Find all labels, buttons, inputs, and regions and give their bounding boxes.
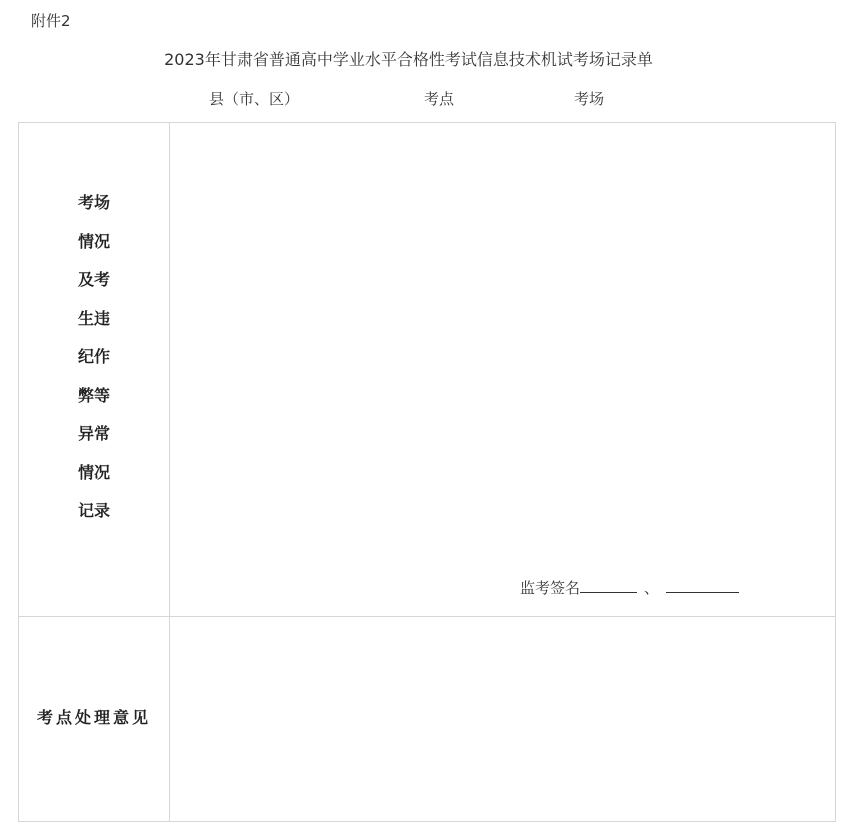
signature-label: 监考签名 bbox=[520, 579, 581, 597]
record-label bbox=[19, 184, 169, 531]
record-label-line: 生违 bbox=[77, 308, 110, 328]
record-label-line: 弊等 bbox=[77, 385, 110, 405]
signature-separator: 、 bbox=[644, 579, 660, 597]
record-label-line: 及考 bbox=[77, 270, 110, 290]
record-label-line: 记录 bbox=[77, 501, 110, 521]
opinion-label: 考点处理意见 bbox=[36, 708, 151, 728]
exam-room-field-label: 考场 bbox=[574, 90, 605, 108]
page-title: 2023年甘肃省普通高中学业水平合格性考试信息技术机试考场记录单 bbox=[164, 50, 653, 69]
signature-blank-2[interactable] bbox=[666, 576, 739, 593]
signature-blank-1[interactable] bbox=[580, 576, 637, 593]
record-label-line: 异常 bbox=[77, 424, 110, 444]
record-form-table bbox=[18, 122, 836, 822]
record-content-area[interactable] bbox=[170, 123, 836, 617]
attachment-label: 附件2 bbox=[31, 12, 71, 30]
exam-site-field-label: 考点 bbox=[424, 90, 455, 108]
opinion-content-area[interactable] bbox=[170, 616, 836, 821]
county-field-label: 县（市、区） bbox=[209, 90, 300, 108]
proctor-signature bbox=[520, 576, 739, 599]
record-label-line: 情况 bbox=[77, 462, 110, 482]
opinion-label-cell bbox=[19, 616, 170, 821]
record-label-cell bbox=[19, 123, 170, 617]
opinion-row bbox=[19, 616, 836, 821]
record-label-line: 情况 bbox=[77, 231, 110, 251]
record-row bbox=[19, 123, 836, 617]
record-label-line: 考场 bbox=[77, 193, 110, 213]
record-label-line: 纪作 bbox=[77, 347, 110, 367]
